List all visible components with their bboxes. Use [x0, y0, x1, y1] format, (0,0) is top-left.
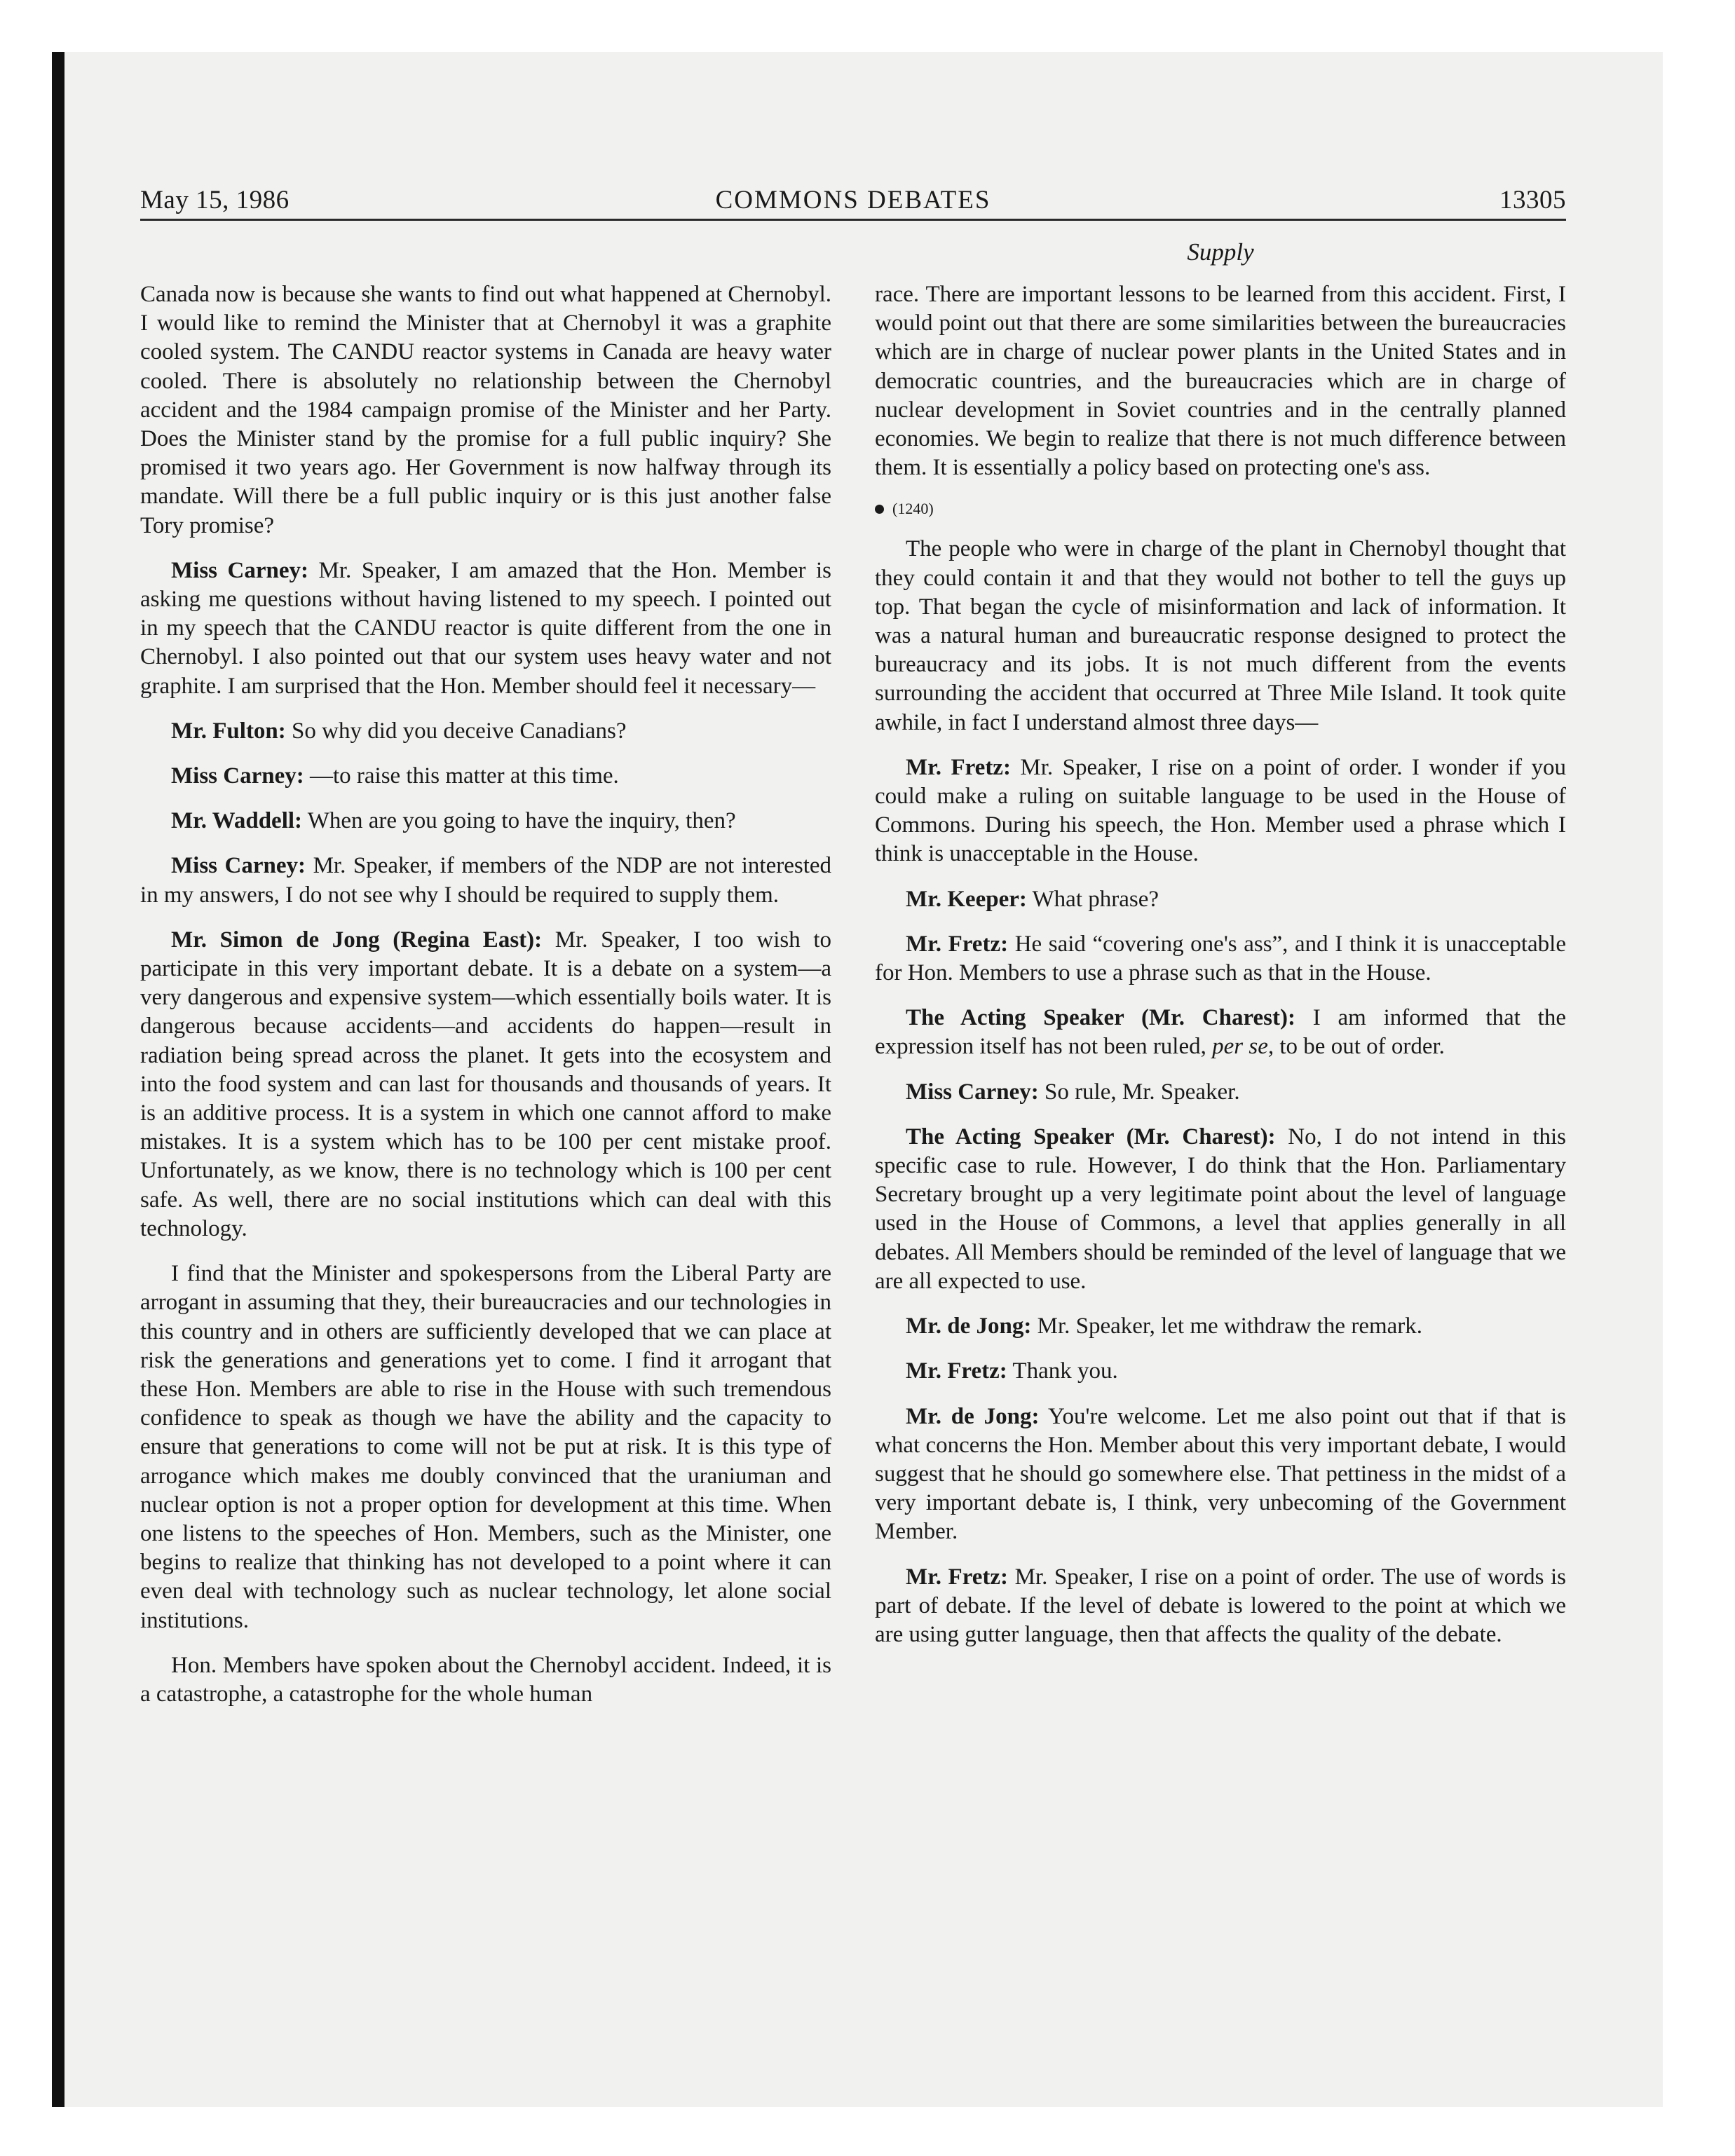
paragraph: Miss Carney: So rule, Mr. Speaker. [906, 1079, 1240, 1105]
paragraph: The Acting Speaker (Mr. Charest): I am informed that the expression itself has not been ruled, per se, to be out of order. [875, 1005, 1566, 1060]
time-marker [875, 498, 1566, 519]
speaker-name: The Acting Speaker (Mr. Charest): [906, 1005, 1295, 1031]
speaker-name: Mr. de Jong: [906, 1403, 1040, 1429]
speaker-name: Mr. Fretz: [906, 754, 1011, 780]
section-title: Supply [1187, 238, 1254, 266]
speaker-name: Miss Carney: [171, 853, 306, 879]
paragraph: Mr. Keeper: What phrase? [906, 886, 1159, 912]
right-column [875, 280, 1566, 1649]
paragraph: Mr. Fretz: Thank you. [906, 1358, 1118, 1384]
paragraph: Hon. Members have spoken about the Chernobyl accident. Indeed, it is a catastrophe, a catastrophe for the whole human [140, 1652, 831, 1707]
paragraph: race. There are important lessons to be learned from this accident. First, I would point out that there are some similarities between the bureaucracies which are in charge of nuclear power plants in the United States and in democratic countries, and the bureaucracies which are in charge of nuclear development in Soviet countries and in the centrally planned economies. We begin to realize that there is not much difference between them. It is essentially a policy based on protecting one's ass. [875, 282, 1566, 481]
italic-phrase: per se, [1212, 1034, 1274, 1060]
time-marker-label: (1240) [892, 500, 934, 518]
left-column [140, 280, 831, 1709]
speaker-name: Mr. Fretz: [906, 1564, 1009, 1590]
speaker-name: Mr. Fulton: [171, 718, 286, 744]
paragraph: Mr. Fretz: Mr. Speaker, I rise on a point of order. The use of words is part of debate. If the level of debate is lowered to the point at which we are using gutter language, then that affects the quality of the debate. [875, 1564, 1567, 1647]
header-rule [140, 219, 1566, 221]
paragraph: Mr. Fretz: Mr. Speaker, I rise on a point of order. I wonder if you could make a ruling on suitable language to be used in the House of Commons. During his speech, the Hon. Member used a phrase which I think is unacceptable in the House. [875, 754, 1567, 867]
speaker-name: Mr. Simon de Jong (Regina East): [171, 927, 543, 953]
header-page-number: 13305 [1499, 186, 1566, 214]
scan-edge [52, 52, 64, 2107]
paragraph: Mr. de Jong: Mr. Speaker, let me withdraw the remark. [906, 1314, 1423, 1339]
paragraph: Mr. Fulton: So why did you deceive Canadians? [171, 718, 627, 744]
speaker-name: Miss Carney: [906, 1079, 1039, 1105]
speaker-name: Mr. de Jong: [906, 1314, 1032, 1339]
paragraph: Miss Carney: Mr. Speaker, I am amazed that the Hon. Member is asking me questions without having listened to my speech. I pointed out in my speech that the CANDU reactor is quite different from the one in Chernobyl. I also pointed out that our system uses heavy water and not graphite. I am surprised that the Hon. Member should feel it necessary— [140, 557, 831, 699]
paragraph: Canada now is because she wants to find out what happened at Chernobyl. I would like to remind the Minister that at Chernobyl it was a graphite cooled system. The CANDU reactor systems in Canada are heavy water cooled. There is absolutely no relationship between the Chernobyl accident and the 1984 campaign promise of the Minister and her Party. Does the Minister stand by the promise for a full public inquiry? She promised it two years ago. Her Government is now halfway through its mandate. Will there be a full public inquiry or is this just another false Tory promise? [140, 282, 831, 538]
speaker-name: Miss Carney: [171, 763, 304, 789]
paragraph: I find that the Minister and spokespersons from the Liberal Party are arrogant in assuming that they, their bureaucracies and our technologies in this country and in others are sufficiently developed that we can place at risk the generations and generations yet to come. I find it arrogant that these Hon. Members are able to rise in the House with such tremendous confidence to speak as though we have the ability and the capacity to ensure that generations to come will not be put at risk. It is this type of arrogance which makes me doubly convinced that the uraniuman and nuclear option is not a proper option for development at this time. When one listens to the speeches of Hon. Members, such as the Minister, one begins to realize that thinking has not developed to a point where it can even deal with technology such as nuclear technology, let alone social institutions. [140, 1261, 831, 1633]
paragraph: Mr. Simon de Jong (Regina East): Mr. Speaker, I too wish to participate in this very important debate. It is a debate on a system—a very dangerous and expensive system—which essentially boils water. It is dangerous because accidents—and accidents do happen—result in radiation being spread across the planet. It gets into the ecosystem and into the food system and can last for thousands and thousands of years. It is an additive process. It is a system in which one cannot afford to make mistakes. It is a system which has to be 100 per cent mistake proof. Unfortunately, as we know, there is no technology which is 100 per cent safe. As well, there are no social institutions which can deal with this technology. [140, 927, 831, 1241]
header-title: COMMONS DEBATES [715, 186, 991, 214]
paragraph: Mr. Fretz: He said “covering one's ass”, and I think it is unacceptable for Hon. Members to use a phrase such as that in the House. [875, 931, 1566, 986]
speaker-name: Miss Carney: [171, 557, 308, 583]
paragraph: Mr. de Jong: You're welcome. Let me also point out that if that is what concerns the Hon. Member about this very important debate, I would suggest that he should go somewhere else. That pettiness in the midst of a very important debate is, I think, very unbecoming of the Government Member. [875, 1403, 1567, 1545]
speaker-name: The Acting Speaker (Mr. Charest): [906, 1124, 1276, 1149]
running-header [140, 184, 1566, 217]
paragraph: The Acting Speaker (Mr. Charest): No, I do not intend in this specific case to rule. However, I do think that the Hon. Parliamentary Secretary brought up a very legitimate point about the level of language used in the House of Commons, a level that applies generally in all debates. All Members should be reminded of the level of language that we are all expected to use. [875, 1124, 1567, 1294]
header-date: May 15, 1986 [140, 186, 290, 214]
speaker-name: Mr. Fretz: [906, 931, 1009, 957]
bullet-icon [875, 505, 884, 514]
paragraph: Miss Carney: —to raise this matter at this time. [171, 763, 619, 789]
speaker-name: Mr. Keeper: [906, 886, 1027, 912]
paragraph: Miss Carney: Mr. Speaker, if members of the NDP are not interested in my answers, I do not see why I should be required to supply them. [140, 853, 832, 908]
speaker-name: Mr. Waddell: [171, 808, 303, 834]
paragraph: The people who were in charge of the plant in Chernobyl thought that they could contain it and that they would not bother to tell the guys up top. That began the cycle of misinformation and lack of information. It was a natural human and bureaucratic response designed to protect the bureaucracy and its jobs. It is not much different from the events surrounding the accident that occurred at Three Mile Island. It took quite awhile, in fact I understand almost three days— [875, 536, 1566, 735]
speaker-name: Mr. Fretz: [906, 1358, 1007, 1384]
paragraph: Mr. Waddell: When are you going to have the inquiry, then? [171, 808, 736, 834]
